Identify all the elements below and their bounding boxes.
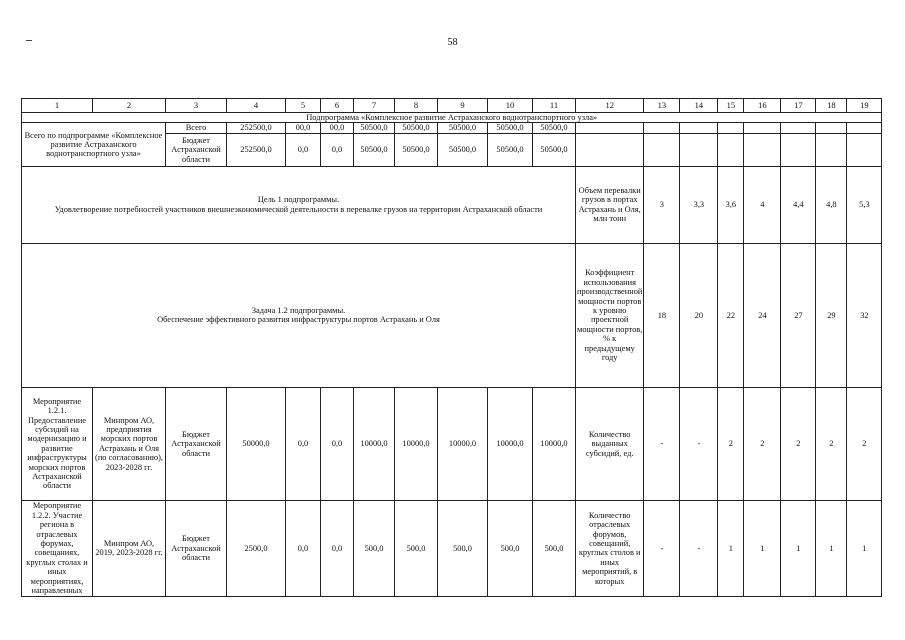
cell-value: 00,0	[286, 123, 321, 133]
measure-executor: Минпром АО, предприятия морских портов Астрахань и Оля (по согласованию), 2023-2028 гг.	[93, 387, 166, 500]
empty-cell	[816, 123, 847, 133]
funding-source: Всего	[166, 123, 227, 133]
indicator-value: 4,4	[781, 166, 816, 243]
measure-name: Мероприятие 1.2.2. Участие региона в отраслевых форумах, совещаниях, круглых столах и иных мероприятиях, направленных	[22, 500, 93, 596]
funding-source: Бюджет Астраханской области	[166, 133, 227, 166]
indicator-name: Количество отраслевых форумов, совещаний, круглых столов и иных мероприятий, в которых	[576, 500, 644, 596]
measure-row	[22, 500, 882, 596]
cell-value: 0,0	[286, 500, 321, 596]
empty-cell	[718, 133, 744, 166]
col-header: 8	[395, 99, 438, 113]
subprogram-title: Подпрограмма «Комплексное развитие Астраханского воднотранспортного узла»	[22, 113, 882, 123]
empty-cell	[644, 133, 680, 166]
col-header: 18	[816, 99, 847, 113]
indicator-value: 1	[718, 500, 744, 596]
indicator-value: 4,8	[816, 166, 847, 243]
empty-cell	[680, 133, 718, 166]
goal-row	[22, 166, 882, 243]
cell-value: 50500,0	[354, 123, 395, 133]
cell-value: 50500,0	[488, 133, 533, 166]
col-header: 6	[321, 99, 354, 113]
cell-value: 10000,0	[533, 387, 576, 500]
indicator-value: -	[644, 387, 680, 500]
indicator-name: Объем перевалки грузов в портах Астрахань и Оля, млн тонн	[576, 166, 644, 243]
col-header: 4	[227, 99, 286, 113]
total-label: Всего по подпрограмме «Комплексное развитие Астраханского воднотранспортного узла»	[22, 123, 166, 166]
cell-value: 0,0	[321, 387, 354, 500]
col-header: 7	[354, 99, 395, 113]
cell-value: 500,0	[533, 500, 576, 596]
cell-value: 0,0	[321, 500, 354, 596]
cell-value: 0,0	[286, 133, 321, 166]
col-header: 5	[286, 99, 321, 113]
task-row	[22, 243, 882, 387]
indicator-value: 3,3	[680, 166, 718, 243]
measure-name: Мероприятие 1.2.1. Предоставление субсидий на модернизацию и развитие инфраструктуры морских портов Астраханской области	[22, 387, 93, 500]
indicator-value: 1	[816, 500, 847, 596]
task-text: Обеспечение эффективного развития инфраструктуры портов Астрахань и Оля	[157, 315, 440, 325]
task-title: Задача 1.2 подпрограммы.	[251, 305, 346, 315]
col-header: 10	[488, 99, 533, 113]
indicator-value: 4	[744, 166, 781, 243]
measure-executor: Минпром АО, 2019, 2023-2028 гг.	[93, 500, 166, 596]
col-header: 9	[438, 99, 488, 113]
page-number: 58	[447, 37, 458, 48]
empty-cell	[781, 123, 816, 133]
cell-value: 50500,0	[354, 133, 395, 166]
empty-cell	[744, 123, 781, 133]
cell-value: 10000,0	[395, 387, 438, 500]
cell-value: 50500,0	[395, 123, 438, 133]
empty-cell	[847, 123, 882, 133]
cell-value: 00,0	[321, 123, 354, 133]
col-header: 11	[533, 99, 576, 113]
col-header: 19	[847, 99, 882, 113]
indicator-value: 20	[680, 243, 718, 387]
cell-value: 50500,0	[395, 133, 438, 166]
col-header: 16	[744, 99, 781, 113]
empty-cell	[576, 123, 644, 133]
goal-cell	[22, 166, 576, 243]
empty-cell	[744, 133, 781, 166]
cell-value: 252500,0	[227, 133, 286, 166]
cell-value: 500,0	[488, 500, 533, 596]
measure-row	[22, 387, 882, 500]
funding-source: Бюджет Астраханской области	[166, 500, 227, 596]
indicator-value: -	[680, 500, 718, 596]
empty-cell	[644, 123, 680, 133]
indicator-value: 5,3	[847, 166, 882, 243]
goal-title: Цель 1 подпрограммы.	[257, 195, 340, 205]
col-header: 17	[781, 99, 816, 113]
indicator-value: 22	[718, 243, 744, 387]
cell-value: 50500,0	[438, 123, 488, 133]
header-row	[22, 99, 882, 113]
indicator-name: Коэффициент использования производственной мощности портов к уровню проектной мощности портов, % к предыдущему году	[576, 243, 644, 387]
indicator-value: 1	[744, 500, 781, 596]
cell-value: 500,0	[395, 500, 438, 596]
indicator-value: 29	[816, 243, 847, 387]
indicator-value: 2	[718, 387, 744, 500]
indicator-value: 2	[816, 387, 847, 500]
indicator-value: 1	[781, 500, 816, 596]
subprogram-row	[22, 113, 882, 123]
cell-value: 252500,0	[227, 123, 286, 133]
col-header: 2	[93, 99, 166, 113]
indicator-name: Количество выданных субсидий, ед.	[576, 387, 644, 500]
cell-value: 0,0	[321, 133, 354, 166]
col-header: 14	[680, 99, 718, 113]
cell-value: 50500,0	[488, 123, 533, 133]
indicator-value: 2	[781, 387, 816, 500]
empty-cell	[680, 123, 718, 133]
col-header: 1	[22, 99, 93, 113]
indicator-value: 3	[644, 166, 680, 243]
col-header: 3	[166, 99, 227, 113]
indicator-value: 1	[847, 500, 882, 596]
empty-cell	[718, 123, 744, 133]
total-row	[22, 123, 882, 133]
cell-value: 50500,0	[533, 123, 576, 133]
empty-cell	[816, 133, 847, 166]
goal-text: Удовлетворение потребностей участников внешнеэкономической деятельности в перевалке грузов на территории Астраханской области	[54, 204, 543, 214]
indicator-value: -	[680, 387, 718, 500]
indicator-value: 2	[847, 387, 882, 500]
funding-source: Бюджет Астраханской области	[166, 387, 227, 500]
cell-value: 50000,0	[227, 387, 286, 500]
indicator-value: 32	[847, 243, 882, 387]
cell-value: 10000,0	[438, 387, 488, 500]
col-header: 13	[644, 99, 680, 113]
cell-value: 0,0	[286, 387, 321, 500]
cell-value: 500,0	[354, 500, 395, 596]
indicator-value: 3,6	[718, 166, 744, 243]
indicator-value: -	[644, 500, 680, 596]
program-table	[21, 98, 882, 597]
task-cell	[22, 243, 576, 387]
cell-value: 2500,0	[227, 500, 286, 596]
cell-value: 10000,0	[488, 387, 533, 500]
col-header: 15	[718, 99, 744, 113]
indicator-value: 18	[644, 243, 680, 387]
indicator-value: 2	[744, 387, 781, 500]
cell-value: 50500,0	[438, 133, 488, 166]
empty-cell	[781, 133, 816, 166]
cell-value: 500,0	[438, 500, 488, 596]
indicator-value: 27	[781, 243, 816, 387]
cell-value: 10000,0	[354, 387, 395, 500]
indicator-value: 24	[744, 243, 781, 387]
cell-value: 50500,0	[533, 133, 576, 166]
col-header: 12	[576, 99, 644, 113]
margin-mark	[26, 40, 32, 41]
empty-cell	[576, 133, 644, 166]
empty-cell	[847, 133, 882, 166]
